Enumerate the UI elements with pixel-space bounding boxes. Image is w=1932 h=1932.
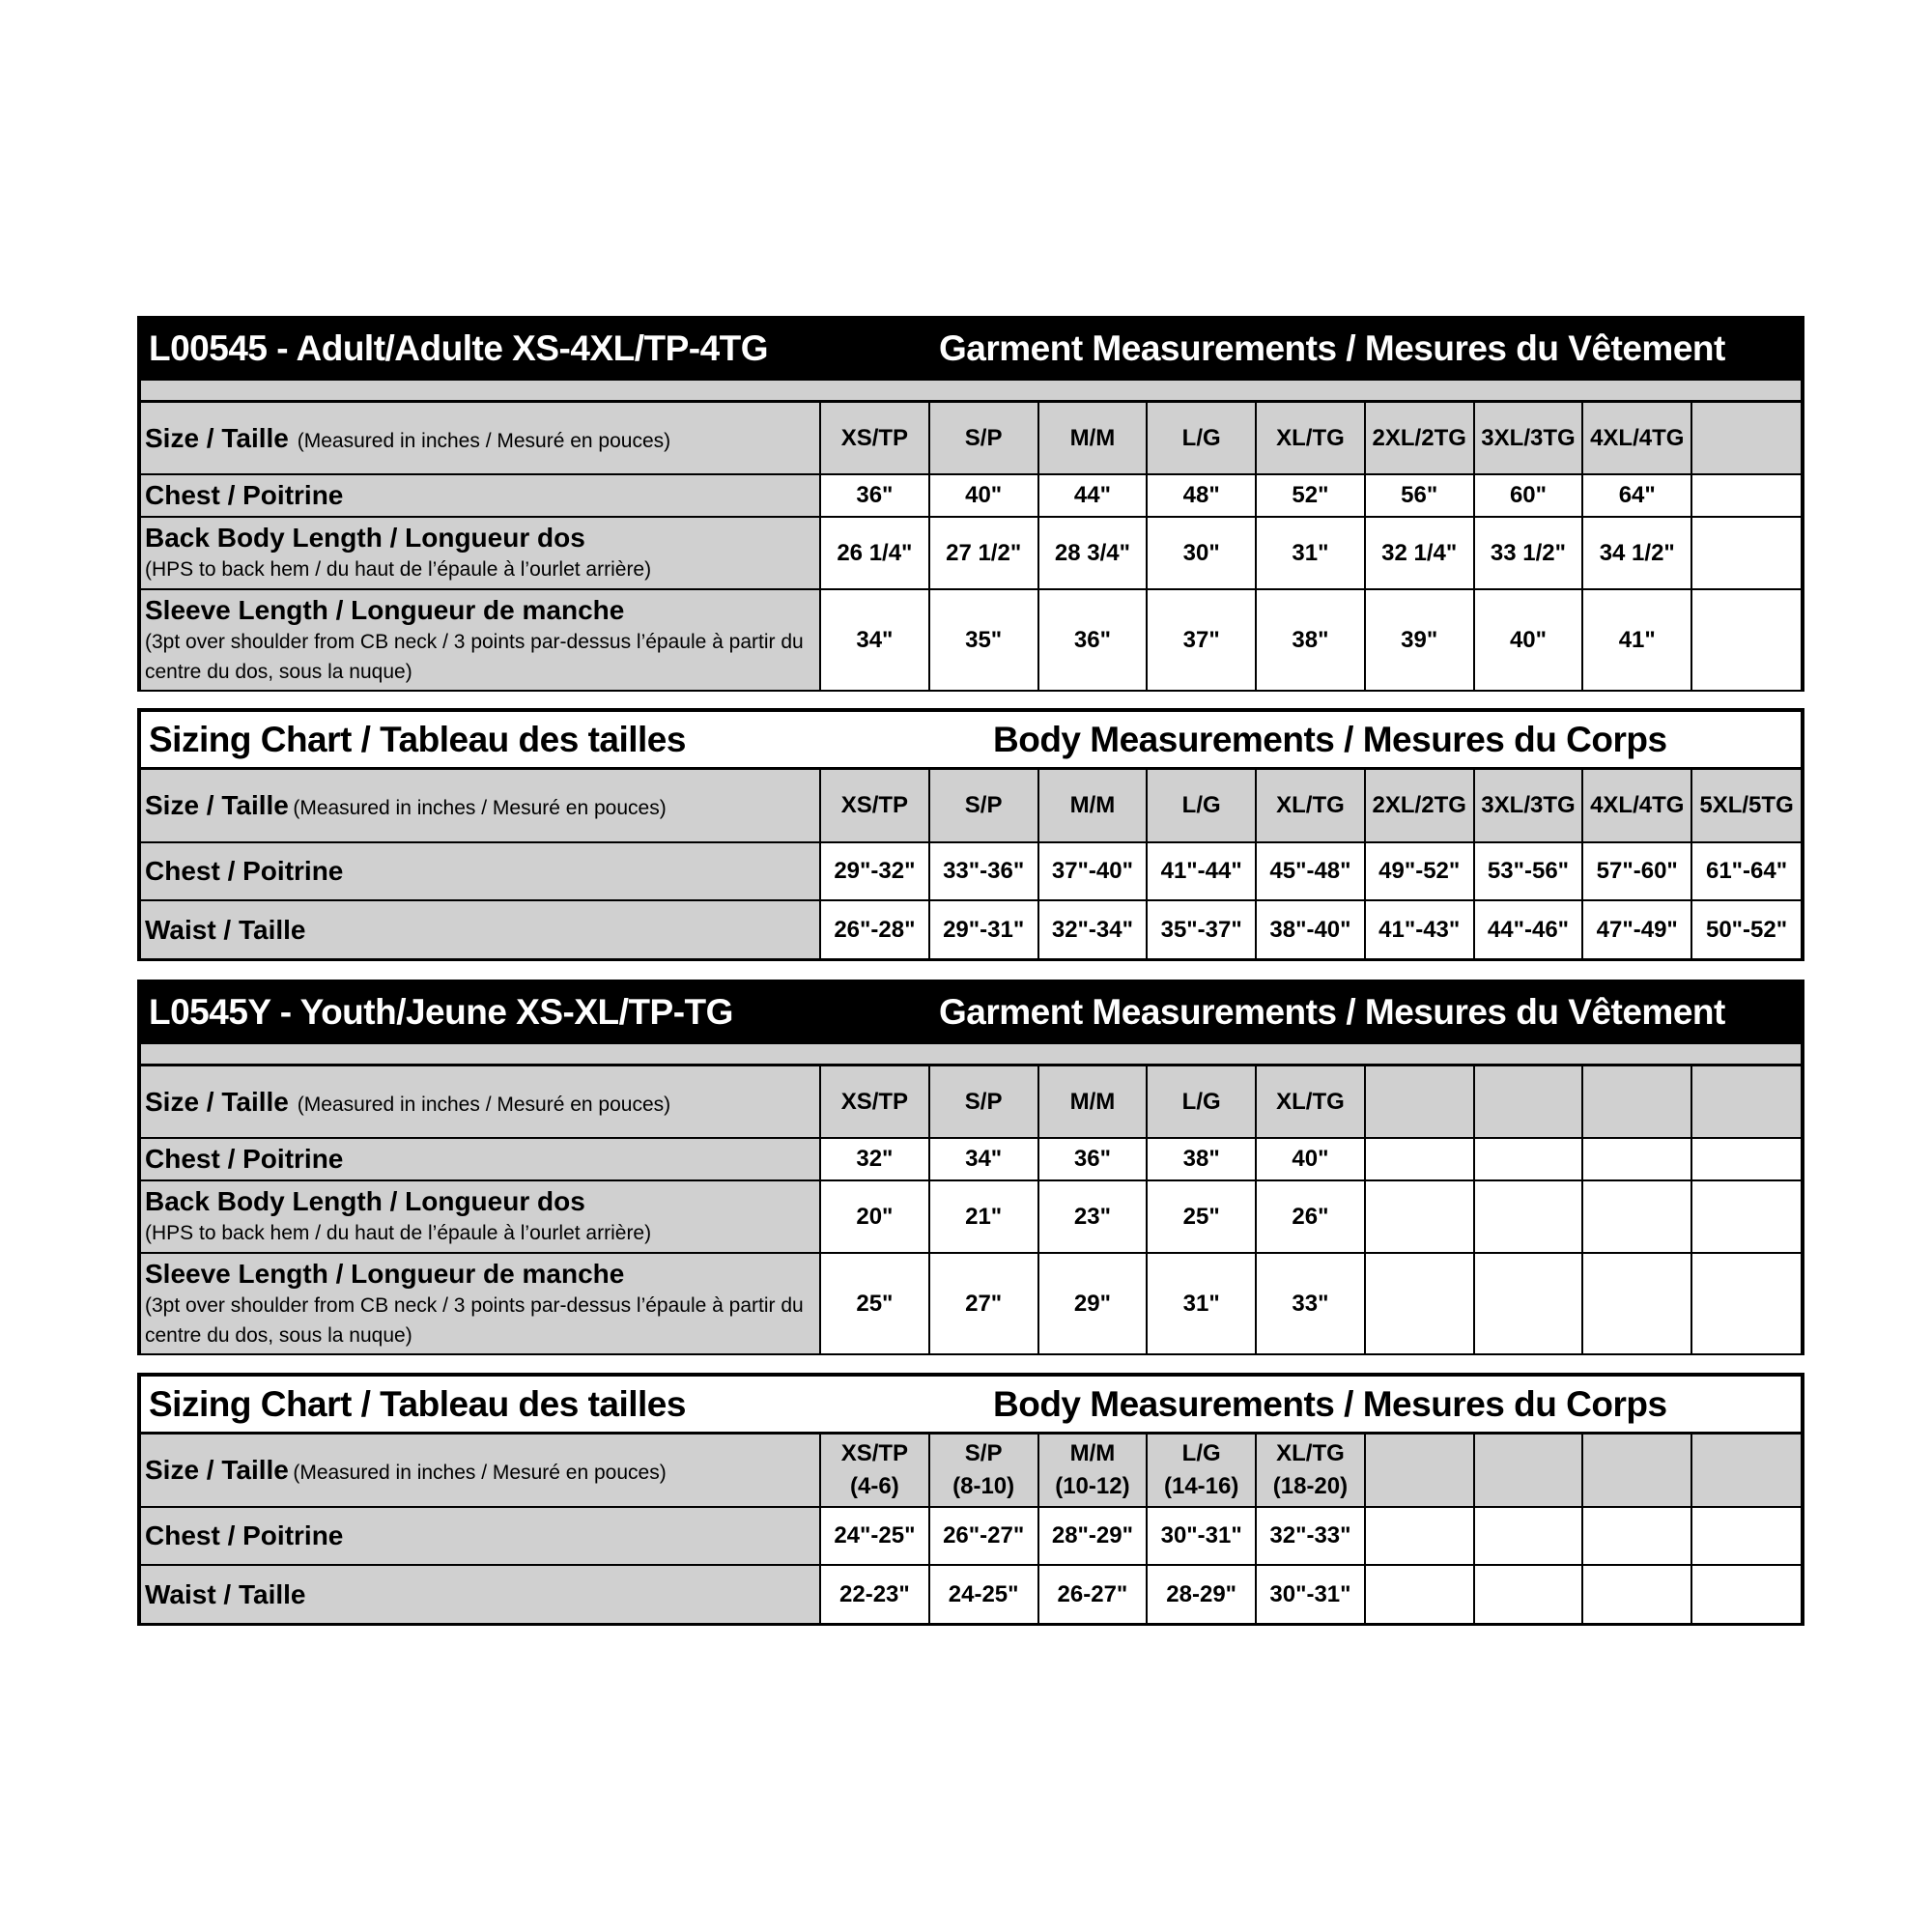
table-cell: 29"	[1038, 1253, 1148, 1353]
table-cell: 30"	[1147, 517, 1256, 589]
table-cell: 20"	[820, 1180, 929, 1253]
size-header: 3XL/3TG	[1474, 770, 1583, 842]
table-cell: 29"-32"	[820, 842, 929, 900]
table-cell: 26"	[1256, 1180, 1365, 1253]
table-cell: 34 1/2"	[1582, 517, 1691, 589]
row-label: Waist / Taille	[145, 1578, 306, 1609]
table-cell: 30"-31"	[1147, 1507, 1256, 1565]
size-header-bottom: (4-6)	[850, 1473, 899, 1499]
youth-body-subtitle: Body Measurements / Mesures du Corps	[993, 1383, 1667, 1424]
table-row	[141, 517, 1801, 589]
table-cell	[1691, 1253, 1801, 1353]
table-cell: 26"-27"	[929, 1507, 1038, 1565]
size-header: S/P	[929, 403, 1038, 474]
table-cell	[1582, 1565, 1691, 1623]
adult-garment-title-bar	[141, 320, 1801, 378]
table-cell	[1474, 1180, 1583, 1253]
youth-body-title-bar	[141, 1377, 1801, 1435]
size-note: (Measured in inches / Mesuré en pouces)	[297, 1093, 671, 1116]
table-cell: 26 1/4"	[820, 517, 929, 589]
size-header	[1691, 403, 1801, 474]
adult-body-grid	[141, 770, 1801, 958]
row-label: Sleeve Length / Longueur de manche	[145, 1258, 625, 1289]
size-header	[1474, 1066, 1583, 1138]
size-label: Size / Taille	[145, 790, 289, 820]
size-header: L/G	[1147, 770, 1256, 842]
table-cell: 41"-44"	[1147, 842, 1256, 900]
youth-garment-subtitle: Garment Measurements / Mesures du Vêtement	[939, 992, 1725, 1032]
table-cell: 26"-28"	[820, 900, 929, 958]
table-cell	[1691, 517, 1801, 589]
table-cell	[1365, 1565, 1474, 1623]
table-cell	[1474, 1138, 1583, 1180]
size-header: 4XL/4TG	[1582, 770, 1691, 842]
size-header: XS/TP	[820, 403, 929, 474]
size-header	[820, 1435, 929, 1507]
table-cell	[1691, 1138, 1801, 1180]
table-cell: 40"	[929, 474, 1038, 517]
table-cell: 39"	[1365, 589, 1474, 690]
table-cell: 50"-52"	[1691, 900, 1801, 958]
size-header: M/M	[1038, 403, 1148, 474]
size-header-top: XL/TG	[1276, 1440, 1345, 1466]
youth-garment-table	[137, 980, 1804, 1355]
table-cell: 49"-52"	[1365, 842, 1474, 900]
table-row	[141, 842, 1801, 900]
adult-garment-subtitle: Garment Measurements / Mesures du Vêtement	[939, 328, 1725, 368]
row-label: Chest / Poitrine	[145, 856, 344, 886]
table-row	[141, 1565, 1801, 1623]
size-header: 4XL/4TG	[1582, 403, 1691, 474]
table-cell: 21"	[929, 1180, 1038, 1253]
table-cell: 40"	[1256, 1138, 1365, 1180]
row-note: (3pt over shoulder from CB neck / 3 points par-dessus l’épaule à partir du centre du dos, sous la nuque)	[145, 630, 804, 683]
table-cell: 33"-36"	[929, 842, 1038, 900]
size-note: (Measured in inches / Mesuré en pouces)	[293, 1462, 667, 1484]
size-row	[141, 1435, 1801, 1507]
row-label: Waist / Taille	[145, 914, 306, 945]
table-cell: 41"	[1582, 589, 1691, 690]
youth-body-grid	[141, 1435, 1801, 1623]
size-note: (Measured in inches / Mesuré en pouces)	[293, 797, 667, 819]
table-cell	[1691, 1507, 1801, 1565]
adult-garment-spacer	[141, 378, 1801, 403]
table-cell	[1582, 1253, 1691, 1353]
size-label: Size / Taille	[145, 1086, 289, 1117]
table-cell	[1582, 1180, 1691, 1253]
size-note: (Measured in inches / Mesuré en pouces)	[297, 429, 671, 452]
table-cell: 24"-25"	[820, 1507, 929, 1565]
table-cell: 47"-49"	[1582, 900, 1691, 958]
size-header: S/P	[929, 1066, 1038, 1138]
table-cell: 45"-48"	[1256, 842, 1365, 900]
size-header: 5XL/5TG	[1691, 770, 1801, 842]
table-cell: 25"	[820, 1253, 929, 1353]
table-cell: 41"-43"	[1365, 900, 1474, 958]
row-note: (HPS to back hem / du haut de l’épaule à l’ourlet arrière)	[145, 558, 652, 581]
size-header: XS/TP	[820, 770, 929, 842]
adult-garment-table	[137, 316, 1804, 692]
size-header	[1582, 1066, 1691, 1138]
table-row	[141, 589, 1801, 690]
table-cell: 32"	[820, 1138, 929, 1180]
youth-garment-spacer	[141, 1041, 1801, 1066]
table-row	[141, 1180, 1801, 1253]
size-header	[1147, 1435, 1256, 1507]
table-cell: 24-25"	[929, 1565, 1038, 1623]
row-label: Chest / Poitrine	[145, 1144, 344, 1174]
size-header	[1038, 1435, 1148, 1507]
table-cell: 37"-40"	[1038, 842, 1148, 900]
table-cell: 44"-46"	[1474, 900, 1583, 958]
adult-garment-grid	[141, 403, 1801, 690]
size-label: Size / Taille	[145, 1455, 289, 1485]
table-cell: 36"	[1038, 589, 1148, 690]
table-row	[141, 1507, 1801, 1565]
table-cell: 48"	[1147, 474, 1256, 517]
row-label: Sleeve Length / Longueur de manche	[145, 594, 625, 625]
youth-body-title: Sizing Chart / Tableau des tailles	[149, 1383, 686, 1424]
table-cell: 34"	[820, 589, 929, 690]
size-header	[1691, 1435, 1801, 1507]
table-row	[141, 1253, 1801, 1353]
table-cell: 35"	[929, 589, 1038, 690]
size-header: XL/TG	[1256, 403, 1365, 474]
table-cell	[1691, 1180, 1801, 1253]
size-header-bottom: (14-16)	[1163, 1473, 1239, 1499]
size-header: 2XL/2TG	[1365, 770, 1474, 842]
size-row	[141, 403, 1801, 474]
table-cell: 56"	[1365, 474, 1474, 517]
table-row	[141, 474, 1801, 517]
table-cell: 32"-33"	[1256, 1507, 1365, 1565]
table-cell: 31"	[1256, 517, 1365, 589]
size-header: XS/TP	[820, 1066, 929, 1138]
table-cell: 28 3/4"	[1038, 517, 1148, 589]
table-cell	[1365, 1138, 1474, 1180]
youth-body-table	[137, 1373, 1804, 1626]
table-cell	[1365, 1507, 1474, 1565]
size-header: M/M	[1038, 1066, 1148, 1138]
table-cell: 33"	[1256, 1253, 1365, 1353]
size-label: Size / Taille	[145, 422, 289, 453]
table-cell: 27 1/2"	[929, 517, 1038, 589]
adult-garment-title: L00545 - Adult/Adulte XS-4XL/TP-4TG	[149, 328, 769, 368]
table-cell: 32 1/4"	[1365, 517, 1474, 589]
table-cell: 28-29"	[1147, 1565, 1256, 1623]
table-row	[141, 1138, 1801, 1180]
size-row	[141, 770, 1801, 842]
table-cell: 38"	[1147, 1138, 1256, 1180]
size-header-bottom: (18-20)	[1272, 1473, 1349, 1499]
row-label: Back Body Length / Longueur dos	[145, 1186, 585, 1216]
table-cell: 33 1/2"	[1474, 517, 1583, 589]
size-header-top: S/P	[964, 1440, 1003, 1466]
size-header-bottom: (8-10)	[952, 1473, 1015, 1499]
table-cell: 22-23"	[820, 1565, 929, 1623]
table-cell: 32"-34"	[1038, 900, 1148, 958]
table-cell: 34"	[929, 1138, 1038, 1180]
size-header: L/G	[1147, 403, 1256, 474]
youth-garment-title-bar	[141, 983, 1801, 1041]
table-cell: 57"-60"	[1582, 842, 1691, 900]
row-label: Chest / Poitrine	[145, 480, 344, 510]
table-cell: 44"	[1038, 474, 1148, 517]
table-cell: 61"-64"	[1691, 842, 1801, 900]
adult-body-title-bar	[141, 712, 1801, 770]
table-cell: 36"	[820, 474, 929, 517]
size-header	[1582, 1435, 1691, 1507]
size-header	[1256, 1435, 1365, 1507]
table-cell: 36"	[1038, 1138, 1148, 1180]
size-header-bottom: (10-12)	[1055, 1473, 1130, 1499]
adult-body-table	[137, 708, 1804, 961]
size-header	[929, 1435, 1038, 1507]
row-note: (HPS to back hem / du haut de l’épaule à l’ourlet arrière)	[145, 1222, 652, 1244]
table-cell	[1582, 1138, 1691, 1180]
table-cell	[1474, 1253, 1583, 1353]
table-cell	[1691, 1565, 1801, 1623]
table-cell: 64"	[1582, 474, 1691, 517]
table-cell: 40"	[1474, 589, 1583, 690]
size-header-top: XS/TP	[840, 1440, 909, 1466]
size-header: M/M	[1038, 770, 1148, 842]
table-cell: 53"-56"	[1474, 842, 1583, 900]
table-cell	[1365, 1180, 1474, 1253]
table-cell	[1474, 1507, 1583, 1565]
size-header: S/P	[929, 770, 1038, 842]
table-cell	[1582, 1507, 1691, 1565]
table-row	[141, 900, 1801, 958]
table-cell: 52"	[1256, 474, 1365, 517]
size-header	[1474, 1435, 1583, 1507]
table-cell: 37"	[1147, 589, 1256, 690]
size-header-top: M/M	[1069, 1440, 1116, 1466]
table-cell: 28"-29"	[1038, 1507, 1148, 1565]
table-cell: 30"-31"	[1256, 1565, 1365, 1623]
table-cell	[1365, 1253, 1474, 1353]
table-cell: 25"	[1147, 1180, 1256, 1253]
row-label: Chest / Poitrine	[145, 1520, 344, 1550]
row-note: (3pt over shoulder from CB neck / 3 points par-dessus l’épaule à partir du centre du dos, sous la nuque)	[145, 1293, 804, 1347]
size-header: XL/TG	[1256, 770, 1365, 842]
size-header: 2XL/2TG	[1365, 403, 1474, 474]
size-header	[1365, 1435, 1474, 1507]
adult-body-subtitle: Body Measurements / Mesures du Corps	[993, 719, 1667, 759]
size-header-top: L/G	[1181, 1440, 1221, 1466]
size-header: XL/TG	[1256, 1066, 1365, 1138]
row-label: Back Body Length / Longueur dos	[145, 523, 585, 553]
table-cell: 60"	[1474, 474, 1583, 517]
size-header: 3XL/3TG	[1474, 403, 1583, 474]
size-header	[1691, 1066, 1801, 1138]
youth-garment-title: L0545Y - Youth/Jeune XS-XL/TP-TG	[149, 992, 733, 1032]
table-cell: 38"	[1256, 589, 1365, 690]
table-cell	[1691, 589, 1801, 690]
table-cell: 38"-40"	[1256, 900, 1365, 958]
table-cell: 31"	[1147, 1253, 1256, 1353]
table-cell: 29"-31"	[929, 900, 1038, 958]
table-cell	[1474, 1565, 1583, 1623]
table-cell: 35"-37"	[1147, 900, 1256, 958]
table-cell: 27"	[929, 1253, 1038, 1353]
size-row	[141, 1066, 1801, 1138]
youth-garment-grid	[141, 1066, 1801, 1353]
size-header: L/G	[1147, 1066, 1256, 1138]
table-cell	[1691, 474, 1801, 517]
table-cell: 23"	[1038, 1180, 1148, 1253]
size-header	[1365, 1066, 1474, 1138]
table-cell: 26-27"	[1038, 1565, 1148, 1623]
adult-body-title: Sizing Chart / Tableau des tailles	[149, 719, 686, 759]
